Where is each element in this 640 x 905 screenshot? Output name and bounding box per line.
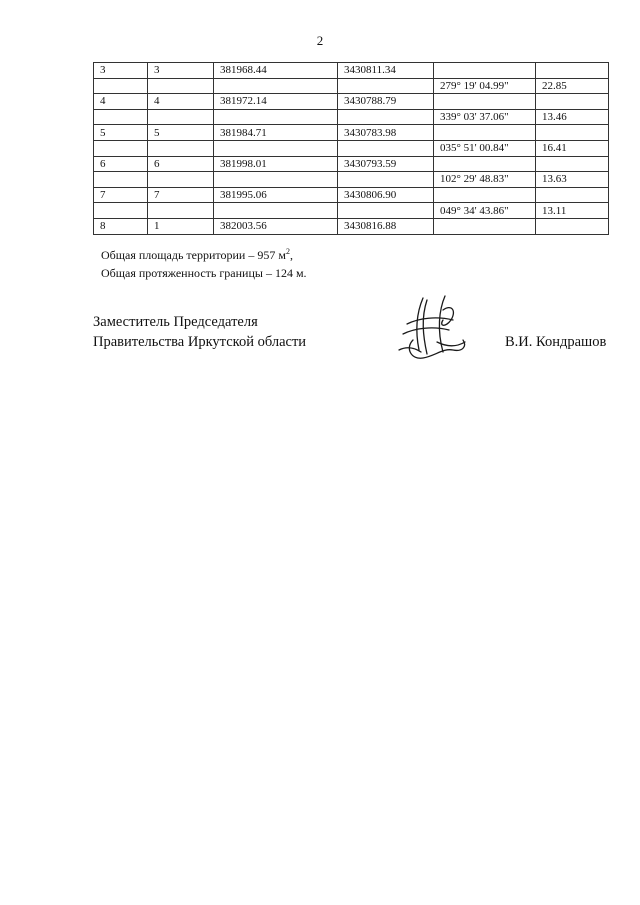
table-cell <box>148 140 214 156</box>
table-cell: 13.63 <box>536 172 609 188</box>
table-cell <box>338 78 434 94</box>
table-cell <box>94 78 148 94</box>
table-cell: 381972.14 <box>214 94 338 110</box>
table-cell <box>338 203 434 219</box>
table-cell <box>434 63 536 79</box>
handwritten-signature <box>393 290 475 368</box>
coordinates-table <box>93 62 609 235</box>
table-cell: 381998.01 <box>214 156 338 172</box>
table-cell: 3430783.98 <box>338 125 434 141</box>
table-cell: 13.46 <box>536 109 609 125</box>
table-cell <box>338 172 434 188</box>
table-cell <box>148 172 214 188</box>
table-cell: 381995.06 <box>214 187 338 203</box>
table-cell: 13.11 <box>536 203 609 219</box>
table-row <box>94 203 609 219</box>
table-cell: 3 <box>94 63 148 79</box>
table-cell: 4 <box>94 94 148 110</box>
table-cell <box>214 140 338 156</box>
table-row <box>94 94 609 110</box>
table-cell: 382003.56 <box>214 218 338 234</box>
table-row <box>94 172 609 188</box>
table-cell: 049° 34' 43.86" <box>434 203 536 219</box>
table-cell <box>434 125 536 141</box>
table-cell: 7 <box>94 187 148 203</box>
table-cell <box>148 109 214 125</box>
total-area-text: Общая площадь территории – 957 м <box>101 248 286 262</box>
table-cell: 5 <box>148 125 214 141</box>
table-cell <box>434 94 536 110</box>
table-row <box>94 156 609 172</box>
table-cell <box>536 94 609 110</box>
table-cell <box>94 109 148 125</box>
signatory-title-line2: Правительства Иркутской области <box>93 334 307 350</box>
table-cell: 4 <box>148 94 214 110</box>
table-cell <box>214 78 338 94</box>
signatory-title <box>93 312 306 352</box>
table-cell <box>536 218 609 234</box>
table-cell: 16.41 <box>536 140 609 156</box>
totals-block <box>101 246 307 282</box>
table-row <box>94 140 609 156</box>
signatory-title-line1: Заместитель Председателя <box>93 314 258 330</box>
table-cell: 8 <box>94 218 148 234</box>
table-cell: 22.85 <box>536 78 609 94</box>
table-row <box>94 218 609 234</box>
table-cell <box>434 187 536 203</box>
table-cell <box>94 203 148 219</box>
table-cell <box>338 109 434 125</box>
table-cell <box>536 187 609 203</box>
table-cell <box>434 218 536 234</box>
table-cell: 5 <box>94 125 148 141</box>
coordinates-table-body <box>94 63 609 235</box>
total-length: Общая протяженность границы – 124 м. <box>101 266 307 280</box>
table-cell: 3430816.88 <box>338 218 434 234</box>
table-row <box>94 78 609 94</box>
table-row <box>94 109 609 125</box>
table-cell: 035° 51' 00.84" <box>434 140 536 156</box>
table-cell: 7 <box>148 187 214 203</box>
table-cell: 6 <box>94 156 148 172</box>
table-cell: 102° 29' 48.83" <box>434 172 536 188</box>
area-exponent: 2 <box>285 247 290 256</box>
table-cell <box>214 203 338 219</box>
table-cell: 3430793.59 <box>338 156 434 172</box>
table-cell: 3430788.79 <box>338 94 434 110</box>
table-cell: 1 <box>148 218 214 234</box>
signer-name: В.И. Кондрашов <box>505 334 607 350</box>
table-cell <box>338 140 434 156</box>
table-cell <box>434 156 536 172</box>
page-number: 2 <box>316 33 324 48</box>
table-cell <box>94 172 148 188</box>
table-cell: 3430811.34 <box>338 63 434 79</box>
table-cell: 6 <box>148 156 214 172</box>
table-cell: 3430806.90 <box>338 187 434 203</box>
table-cell: 279° 19' 04.99" <box>434 78 536 94</box>
table-cell <box>536 125 609 141</box>
table-cell <box>148 203 214 219</box>
table-row <box>94 125 609 141</box>
table-cell <box>148 78 214 94</box>
total-area-suffix: , <box>289 248 293 262</box>
table-cell <box>214 172 338 188</box>
table-cell: 381968.44 <box>214 63 338 79</box>
table-cell <box>536 63 609 79</box>
table-cell <box>214 109 338 125</box>
table-row <box>94 63 609 79</box>
table-cell <box>536 156 609 172</box>
table-cell: 381984.71 <box>214 125 338 141</box>
total-area <box>101 246 307 264</box>
table-cell: 3 <box>148 63 214 79</box>
table-cell <box>94 140 148 156</box>
table-row <box>94 187 609 203</box>
table-cell: 339° 03' 37.06" <box>434 109 536 125</box>
